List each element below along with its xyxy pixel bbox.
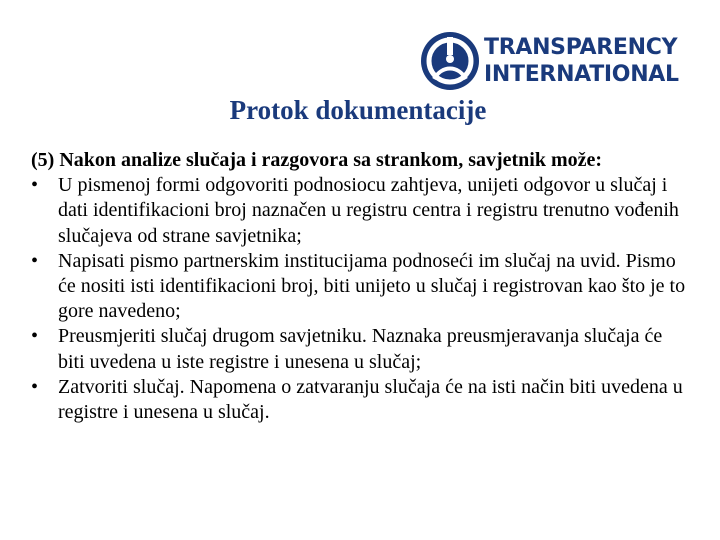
bullet-icon: • [31,174,39,197]
slide-content [31,148,691,425]
bullet-item [31,249,691,325]
transparency-international-globe-icon [420,31,480,91]
bullet-text: Zatvoriti slučaj. Napomena o zatvaranju slučaja će na isti način biti uvedena u registre i unesena u slučaj. [58,375,683,424]
bullet-text: Napisati pismo partnerskim institucijama podnoseći im slučaj na uvid. Pismo će nositi isti identifikacioni broj, biti unijeto u slučaj i registrovan kao što je to gore navedeno; [58,249,686,323]
transparency-international-logo [420,28,690,94]
bullet-item [31,324,691,374]
intro-paragraph: (5) Nakon analize slučaja i razgovora sa strankom, savjetnik može: [31,149,603,171]
bullet-text: U pismenoj formi odgovoriti podnosiocu zahtjeva, unijeti odgovor u slučaj i dati identifikacioni broj naznačen u registru centra i registru trenutno vođenih slučajeva od strane savjetnika; [58,174,679,247]
logo-wordmark [484,34,679,88]
bullet-icon: • [31,375,39,398]
bullet-text: Preusmjeriti slučaj drugom savjetniku. Naznaka preusmjeravanja slučaja će biti uvedena u iste registre i unesena u slučaj; [58,325,663,373]
logo-line-1: TRANSPARENCY [484,35,678,60]
slide-title: Protok dokumentacije [229,95,487,125]
logo-line-2: INTERNATIONAL [484,62,679,87]
bullet-item [31,173,691,249]
bullet-item [31,375,691,425]
bullet-icon: • [31,249,39,272]
bullet-icon: • [31,325,39,348]
bullet-list [31,173,691,425]
